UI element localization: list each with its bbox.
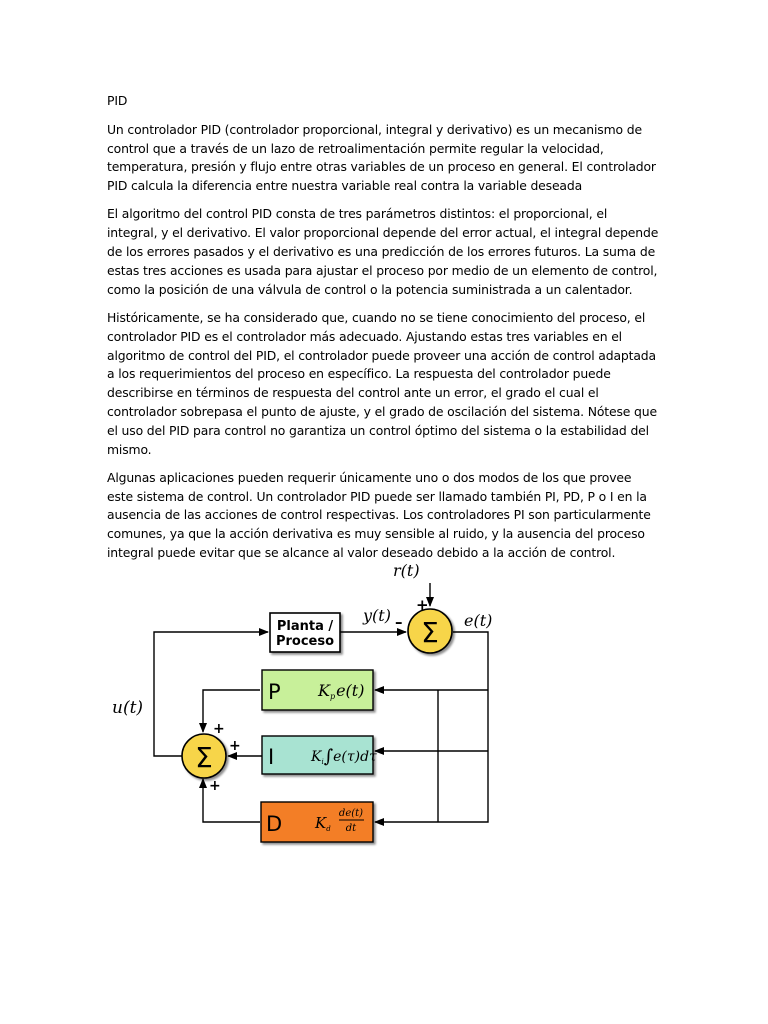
error-line xyxy=(453,632,488,751)
d-formula-k: $K_d$ xyxy=(315,814,331,833)
error-to-d-arrow xyxy=(375,751,488,822)
i-letter: I xyxy=(268,745,275,769)
paragraph-4: Algunas aplicaciones pueden requerir únicamente uno o dos modos de los que provee este sistema de control. Un controlador PID puede ser llamado también PI, PD, P o I en la ausencia de las acciones de control respectivas. Los controladores PI son particularmente comunes, ya que la acción derivativa es muy sensible al ruido, y la ausencia del proceso integral puede evitar que se alcance al valor deseado debido a la acción de control. xyxy=(107,469,651,561)
i-plus-sign: + xyxy=(229,738,241,754)
i-formula: $K_i\int e(\tau)d\tau$ xyxy=(311,746,377,767)
paragraph-1: Un controlador PID (controlador proporcional, integral y derivativo) es un mecanismo de control que a través de un lazo de retroalimentación permite regular la velocidad, temperatura, presión y flujo entre otras variables de un proceso en general. El controlador PID calcula la diferencia entre nuestra variable real contra la variable deseada xyxy=(107,121,656,194)
p-letter: P xyxy=(268,680,281,704)
d-block xyxy=(261,802,373,842)
error-label: e(t) xyxy=(464,611,493,630)
plant-block xyxy=(270,613,340,652)
paragraph-2: El algoritmo del control PID consta de tres parámetros distintos: el proporcional, el integral, y el derivativo. El valor proporcional depende del error actual, el integral depende de los errores pasados y el derivativo es una predicción de los errores futuros. La suma de estas tres acciones es usada para ajustar el proceso por medio de un elemento de control, como la posición de una válvula de control o la potencia suministrada a un calentador. xyxy=(107,206,659,297)
controller-sum-junction xyxy=(182,734,226,778)
paragraph-3: Históricamente, se ha considerado que, cuando no se tiene conocimiento del proceso, el controlador PID es el controlador más adecuado. Ajustando estas tres variables en el algoritmo de control del PID, el controlador puede proveer una acción de control adaptada a los requerimientos del proceso en específico. La respuesta del controlador puede describirse en términos de respuesta del control ante un error, el grado el cual el controlador sobrepasa el punto de ajuste, y el grado de oscilación del sistema. Nótese que el uso del PID para control no garantiza un control óptimo del sistema o la estabilidad del mismo. xyxy=(107,309,657,457)
p-formula: Kpe(t) xyxy=(318,681,365,701)
plant-label-line2: Proceso xyxy=(275,634,335,649)
p-block xyxy=(262,670,373,710)
controller-sum-symbol: Σ xyxy=(195,741,213,774)
reference-label: r(t) xyxy=(393,561,420,580)
output-label: y(t) xyxy=(363,606,391,625)
document-title: PID xyxy=(107,93,128,108)
p-plus-sign: + xyxy=(213,721,225,737)
d-plus-sign: + xyxy=(209,778,221,794)
error-sum-symbol: Σ xyxy=(421,616,439,649)
plant-label-line1: Planta / xyxy=(276,619,334,634)
d-formula-denominator: dt xyxy=(345,823,357,834)
d-letter: D xyxy=(266,812,283,836)
control-label: u(t) xyxy=(112,698,144,718)
i-block xyxy=(262,736,377,774)
p-to-sum-arrow xyxy=(203,690,260,732)
reference-plus-sign: + xyxy=(416,596,429,614)
error-sum-junction xyxy=(408,609,452,653)
output-minus-sign: – xyxy=(395,613,403,631)
d-formula-numerator: de(t) xyxy=(338,808,364,819)
